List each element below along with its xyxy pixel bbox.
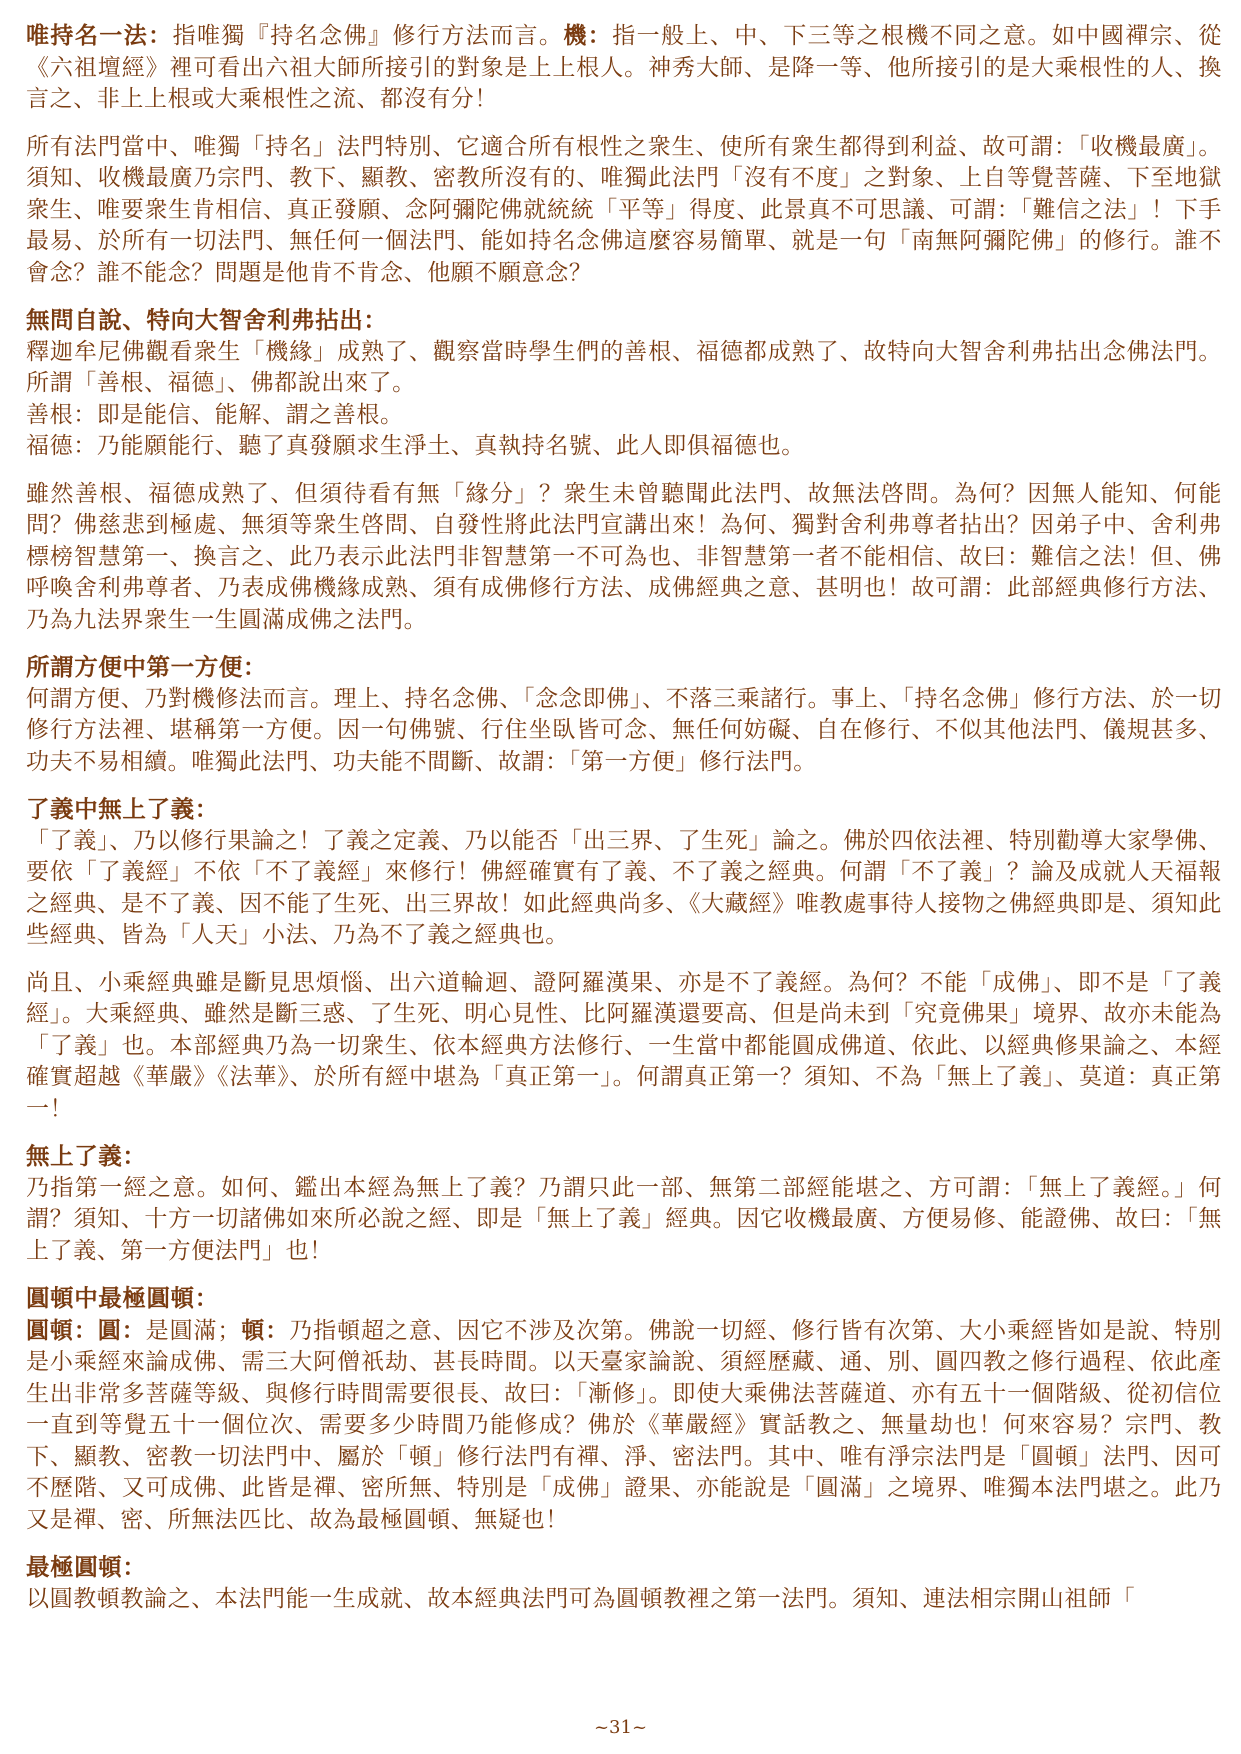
paragraph xyxy=(26,1173,1222,1268)
section-title: 無問自說、特向大智舍利弗拈出： xyxy=(26,306,388,334)
paragraph xyxy=(26,968,1222,1126)
text-run: 乃指頓超之意、因它不涉及次第。佛說一切經、修行皆有次第、大小乘經皆如是說、特別是小乘經來論成佛、需三大阿僧祇劫、甚長時間。以天臺家論說、須經歷藏、通、別、圓四教之修行過程、依此產生出非常多菩薩等級、與修行時間需要很長、故曰：「漸修」。即使大乘佛法菩薩道、亦有五十一個階級、從初信位一直到等覺五十一個位次、需要多少時間乃能修成？佛於《華嚴經》實話教之、無量劫也！何來容易？宗門、教下、顯教、密教一切法門中、屬於「頓」修行法門有禪、淨、密法門。其中、唯有淨宗法門是「圓頓」法門、因可不歷階、又可成佛、此皆是禪、密所無、特別是「成佛」證果、亦能說是「圓滿」之境界、唯獨本法門堪之。此乃又是禪、密、所無法匹比、故為最極圓頓、無疑也！ xyxy=(26,1317,1223,1533)
section-title: 所謂方便中第一方便： xyxy=(26,653,267,681)
text-run: 指唯獨『持名念佛』修行方法而言。 xyxy=(172,23,564,49)
text-run: 是圓滿； xyxy=(145,1317,242,1344)
section-title: 最極圓頓： xyxy=(26,1553,147,1581)
text-run: 尚且、小乘經典雖是斷見思煩惱、出六道輪迴、證阿羅漢果、亦是不了義經。為何？不能「成佛」、即不是「了義經」。大乘經典、雖然是斷三惑、了生死、明心見性、比阿羅漢還要高、但是尚未到「究竟佛果」境界、故亦未能為「了義」也。本部經典乃為一切衆生、依本經典方法修行、一生當中都能圓成佛道、依此、以經典修果論之、本經確實超越《華嚴》《法華》、於所有經中堪為「真正第一」。何謂真正第一？須知、不為「無上了義」、莫道：真正第一！ xyxy=(26,969,1222,1122)
page-number: ~31~ xyxy=(593,1717,648,1738)
text-run: 乃指第一經之意。如何、鑑出本經為無上了義？乃謂只此一部、無第二部經能堪之、方可謂：「無上了義經。」何謂？須知、十方一切諸佛如來所必說之經、即是「無上了義」經典。因它收機最廣、方便易修、能證佛、故曰：「無上了義、第一方便法門」也！ xyxy=(26,1174,1222,1264)
section-title: 圓頓中最極圓頓： xyxy=(26,1284,219,1312)
text-run: 雖然善根、福德成熟了、但須待看有無「緣分」？衆生未曾聽聞此法門、故無法啓問。為何？因無人能知、何能問？佛慈悲到極處、無須等衆生啓問、自發性將此法門宣講出來！為何、獨對舍利弗尊者拈出？因弟子中、舍利弗標榜智慧第一、換言之、此乃表示此法門非智慧第一不可為也、非智慧第一者不能相信、故曰：難信之法！但、佛呼喚舍利弗尊者、乃表成佛機緣成熟、須有成佛修行方法、成佛經典之意、甚明也！故可謂：此部經典修行方法、乃為九法界衆生一生圓滿成佛之法門。 xyxy=(26,480,1222,633)
paragraph xyxy=(26,400,1222,432)
paragraph xyxy=(26,337,1222,400)
paragraph xyxy=(26,826,1222,952)
text-run: 「了義」、乃以修行果論之！了義之定義、乃以能否「出三界、了生死」論之。佛於四依法裡、特別勸導大家學佛、要依「了義經」不依「不了義經」來修行！佛經確實有了義、不了義之經典。何謂「不了義」？論及成就人天福報之經典、是不了義、因不能了生死、出三界故！如此經典尚多、《大藏經》唯教處事待人接物之佛經典即是、須知此些經典、皆為「人天」小法、乃為不了義之經典也。 xyxy=(26,827,1222,948)
text-run: 何謂方便、乃對機修法而言。理上、持名念佛、「念念即佛」、不落三乘諸行。事上、「持名念佛」修行方法、於一切修行方法裡、堪稱第一方便。因一句佛號、行住坐臥皆可念、無任何妨礙、自在修行、不似其他法門、儀規甚多、功夫不易相續。唯獨此法門、功夫能不間斷、故謂：「第一方便」修行法門。 xyxy=(26,685,1222,775)
paragraph xyxy=(26,431,1222,463)
text-run: 指一般上、中、下三等之根機不同之意。如中國禪宗、從《六祖壇經》裡可看出六祖大師所接引的對象是上上根人。神秀大師、是降一等、他所接引的是大乘根性的人、換言之、非上上根或大乘根性之流、都沒有分！ xyxy=(26,23,1223,112)
paragraph xyxy=(26,479,1222,637)
text-run: 以圓教頓教論之、本法門能一生成就、故本經典法門可為圓頓教裡之第一法門。須知、連法相宗開山祖師「 xyxy=(26,1585,1136,1612)
section-title: 無上了義： xyxy=(26,1142,147,1170)
paragraph xyxy=(26,1584,1222,1616)
text-run: 福德：乃能願能行、聽了真發願求生淨土、真執持名號、此人即俱福德也。 xyxy=(26,433,805,459)
section-title: 了義中無上了義： xyxy=(26,795,219,823)
text-run: 釋迦牟尼佛觀看衆生「機緣」成熟了、觀察當時學生們的善根、福德都成熟了、故特向大智舍利弗拈出念佛法門。所謂「善根、福德」、佛都說出來了。 xyxy=(26,338,1222,396)
term-label: 唯持名一法： xyxy=(26,22,173,49)
text-run: 善根：即是能信、能解、謂之善根。 xyxy=(26,401,404,428)
term-label: 圓頓：圓： xyxy=(26,1316,146,1344)
paragraph xyxy=(26,20,1222,116)
paragraph xyxy=(26,684,1222,779)
paragraph xyxy=(26,1315,1222,1537)
term-label: 頓： xyxy=(241,1316,290,1344)
text-run: 所有法門當中、唯獨「持名」法門特別、它適合所有根性之衆生、使所有衆生都得到利益、故可謂：「收機最廣」。須知、收機最廣乃宗門、教下、顯教、密教所沒有的、唯獨此法門「沒有不度」之對象、上自等覺菩薩、下至地獄衆生、唯要衆生肯相信、真正發願、念阿彌陀佛就統統「平等」得度、此景真不可思議、可謂：「難信之法」！下手最易、於所有一切法門、無任何一個法門、能如持名念佛這麼容易簡單、就是一句「南無阿彌陀佛」的修行。誰不會念？誰不能念？問題是他肯不肯念、他願不願意念？ xyxy=(26,133,1222,286)
term-label: 機： xyxy=(563,22,613,49)
document-body xyxy=(26,20,1222,1615)
paragraph xyxy=(26,132,1222,290)
